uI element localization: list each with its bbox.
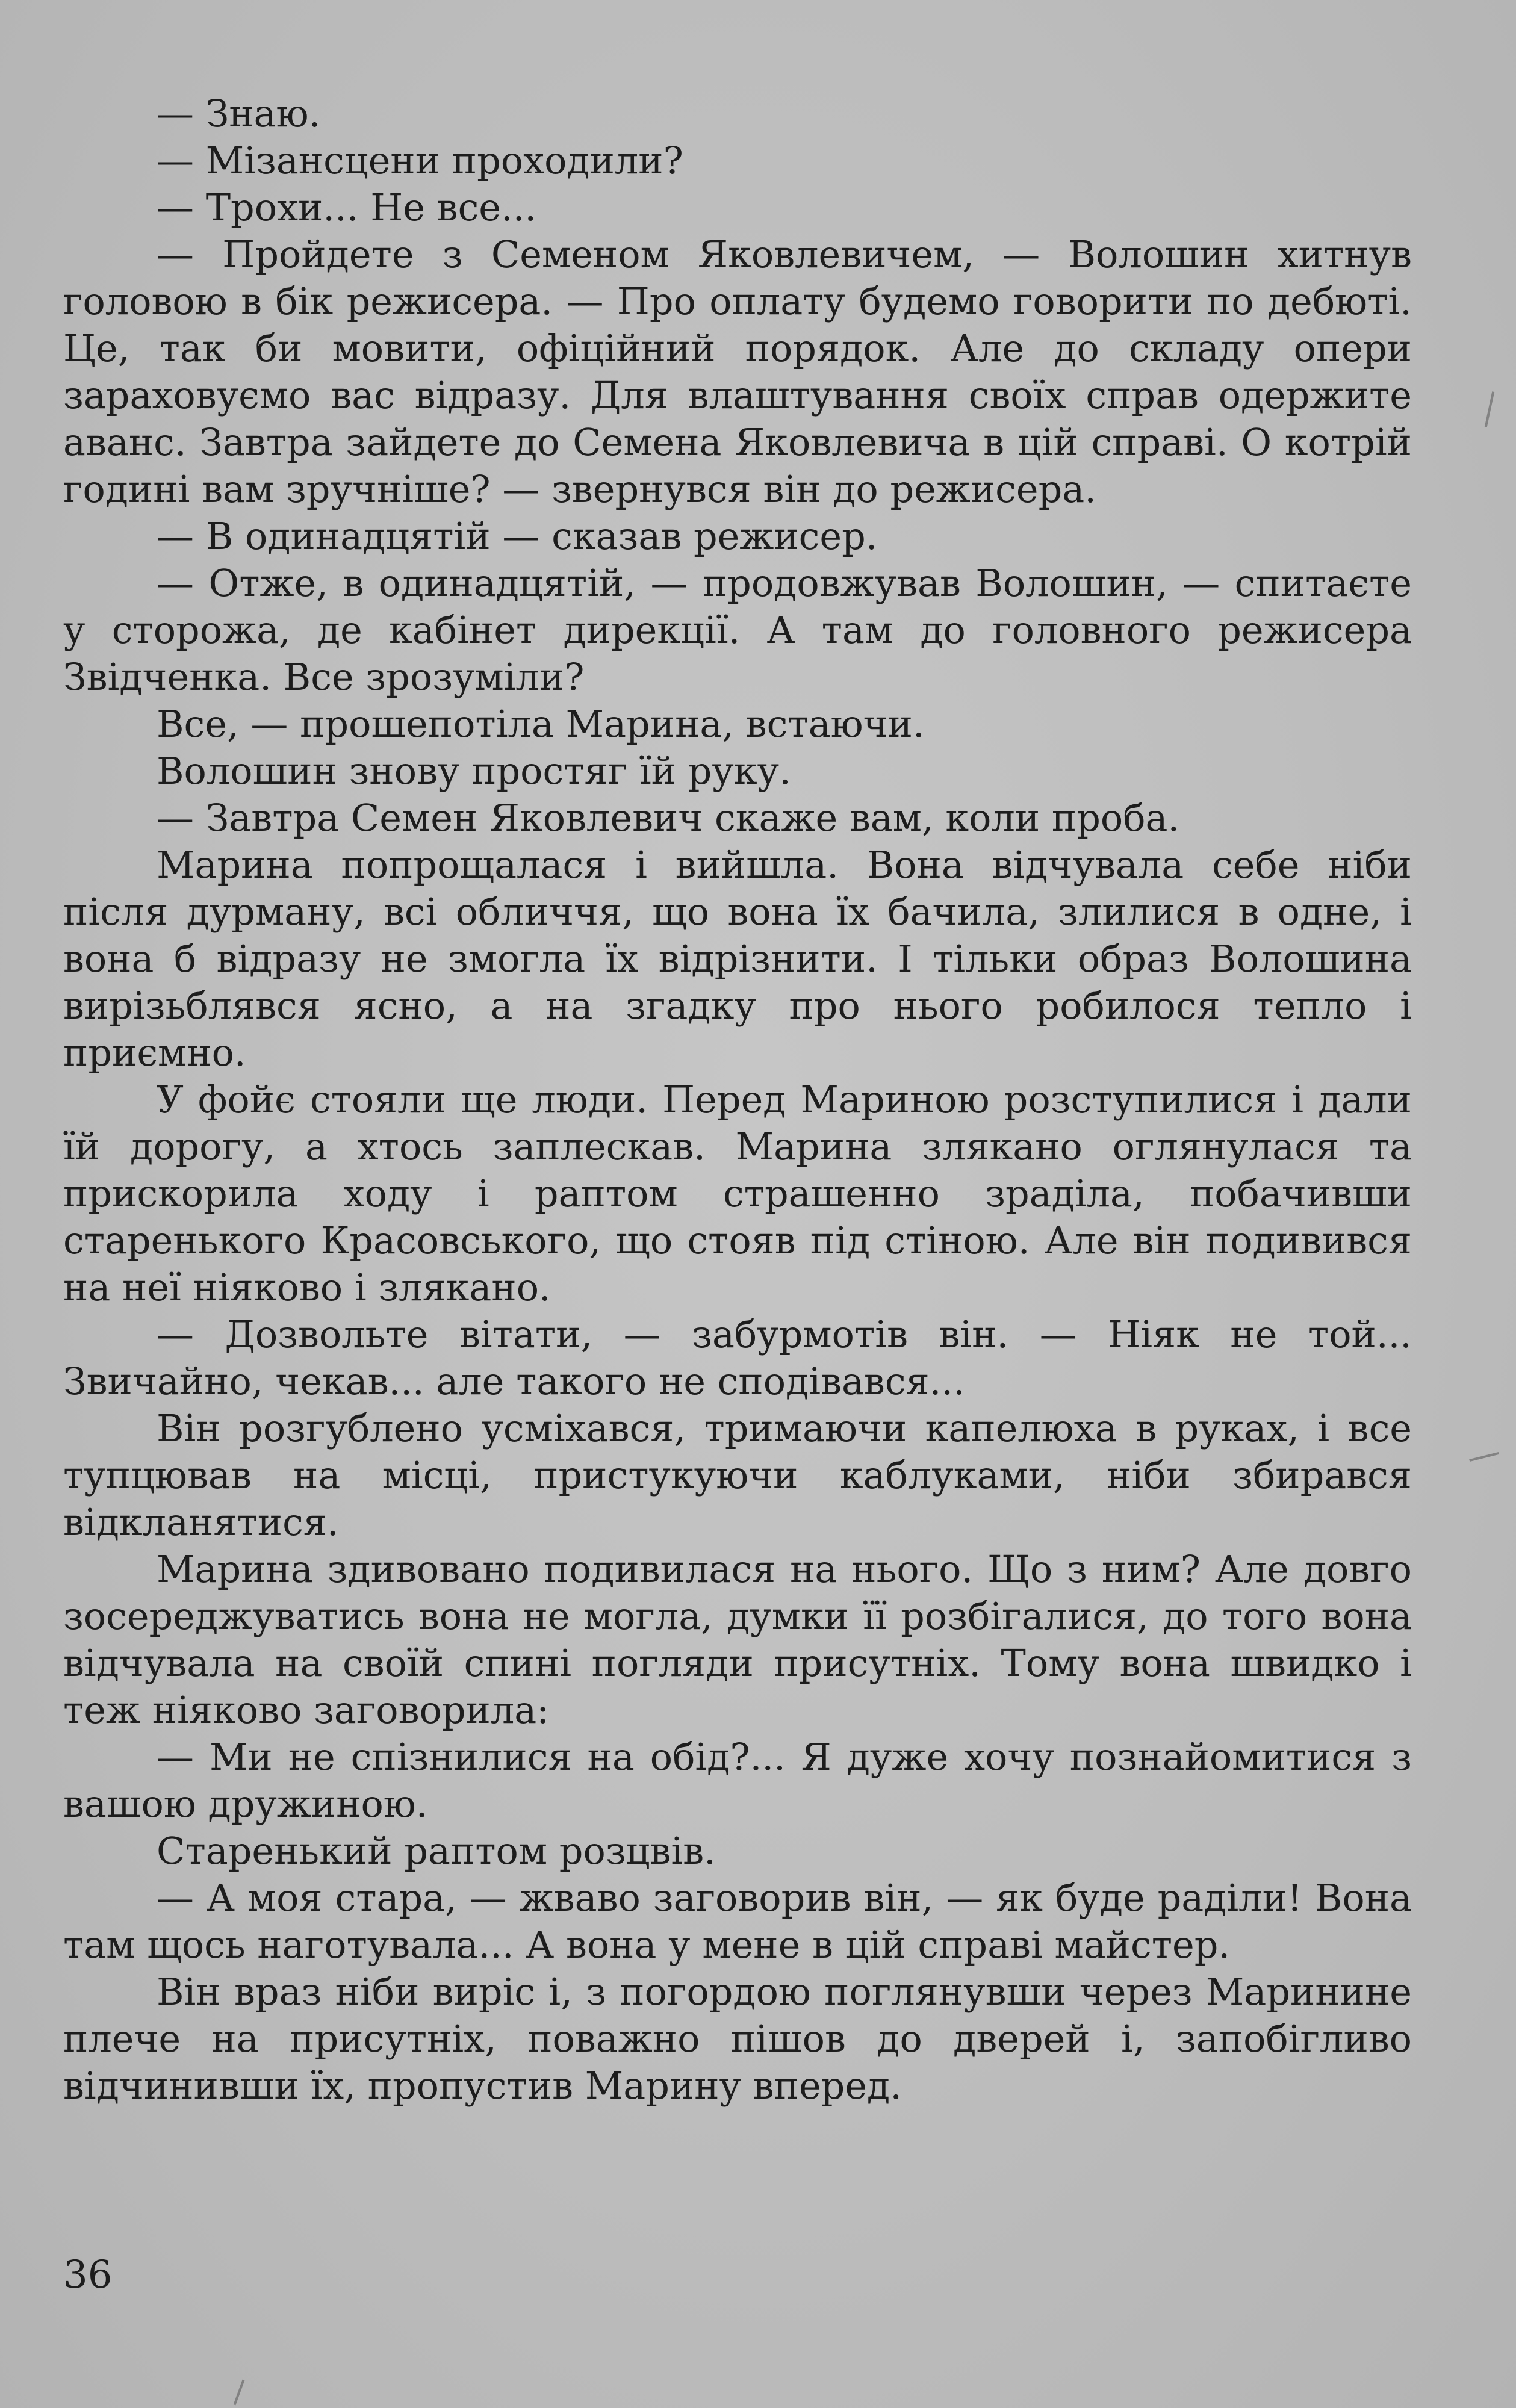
page-text xyxy=(63,90,1412,2109)
margin-mark xyxy=(1469,1452,1499,1462)
paragraph: — Трохи... Не все... xyxy=(157,185,537,229)
paragraph: Він враз ніби виріс і, з погордою поглянувши через Маринине плече на присутніх, поважно пішов до дверей і, запобігливо відчинивши їх, пропустив Марину вперед. xyxy=(63,1970,1412,2108)
paragraph: Все, — прошепотіла Марина, встаючи. xyxy=(157,702,925,746)
paragraph: У фойє стояли ще люди. Перед Мариною розступилися і дали їй дорогу, а хтось заплескав. Марина злякано оглянулася та прискорила ходу і раптом страшенно зраділа, побачивши старенького Красовського, що стояв під стіною. Але він подивився на неї ніяково і злякано. xyxy=(63,1078,1412,1309)
paragraph: Волошин знову простяг їй руку. xyxy=(157,749,791,793)
paragraph: Марина попрощалася і вийшла. Вона відчувала себе ніби після дурману, всі обличчя, що вона їх бачила, злилися в одне, і вона б відразу не змогла їх відрізнити. І тільки образ Волошина вирізьблявся ясно, а на згадку про нього робилося тепло і приємно. xyxy=(63,843,1412,1075)
margin-mark xyxy=(234,2380,245,2406)
paragraph: — Отже, в одинадцятій, — продовжував Волошин, — спитаєте у сторожа, де кабінет дирекції. А там до головного режисера Звідченка. Все зрозуміли? xyxy=(63,561,1412,699)
paragraph: — Пройдете з Семеном Яковлевичем, — Волошин хитнув головою в бік режисера. — Про оплату будемо говорити по дебюті. Це, так би мовити, офіційний порядок. Але до складу опери зараховуємо вас відразу. Для влаштування своїх справ одержите аванс. Завтра зайдете до Семена Яковлевича в цій справі. О котрій годині вам зручніше? — звернувся він до режисера. xyxy=(63,232,1412,511)
paragraph: Марина здивовано подивилася на нього. Що з ним? Але довго зосереджуватись вона не могла, думки її розбігалися, до того вона відчувала на своїй спині погляди присутніх. Тому вона швидко і теж ніяково заговорила: xyxy=(63,1547,1412,1732)
paragraph: — Дозвольте вітати, — забурмотів він. — Ніяк не той... Звичайно, чекав... але такого не сподівався... xyxy=(63,1312,1412,1403)
paragraph: Старенький раптом розцвів. xyxy=(157,1829,716,1873)
paragraph: Він розгублено усміхався, тримаючи капелюха в руках, і все тупцював на місці, пристукуючи каблуками, ніби збирався відкланятися. xyxy=(63,1406,1412,1544)
paragraph: — Ми не спізнилися на обід?... Я дуже хочу познайомитися з вашою дружиною. xyxy=(63,1735,1412,1826)
paragraph: — В одинадцятій — сказав режисер. xyxy=(157,514,878,558)
paragraph: — Знаю. xyxy=(157,92,321,135)
paragraph: — А моя стара, — жваво заговорив він, — як буде раділи! Вона там щось наготувала... А вона у мене в цій справі майстер. xyxy=(63,1876,1412,1967)
paragraph: — Завтра Семен Яковлевич скаже вам, коли проба. xyxy=(157,796,1180,840)
margin-mark xyxy=(1485,391,1494,427)
page-number: 36 xyxy=(63,2253,113,2297)
paragraph: — Мізансцени проходили? xyxy=(157,138,683,182)
